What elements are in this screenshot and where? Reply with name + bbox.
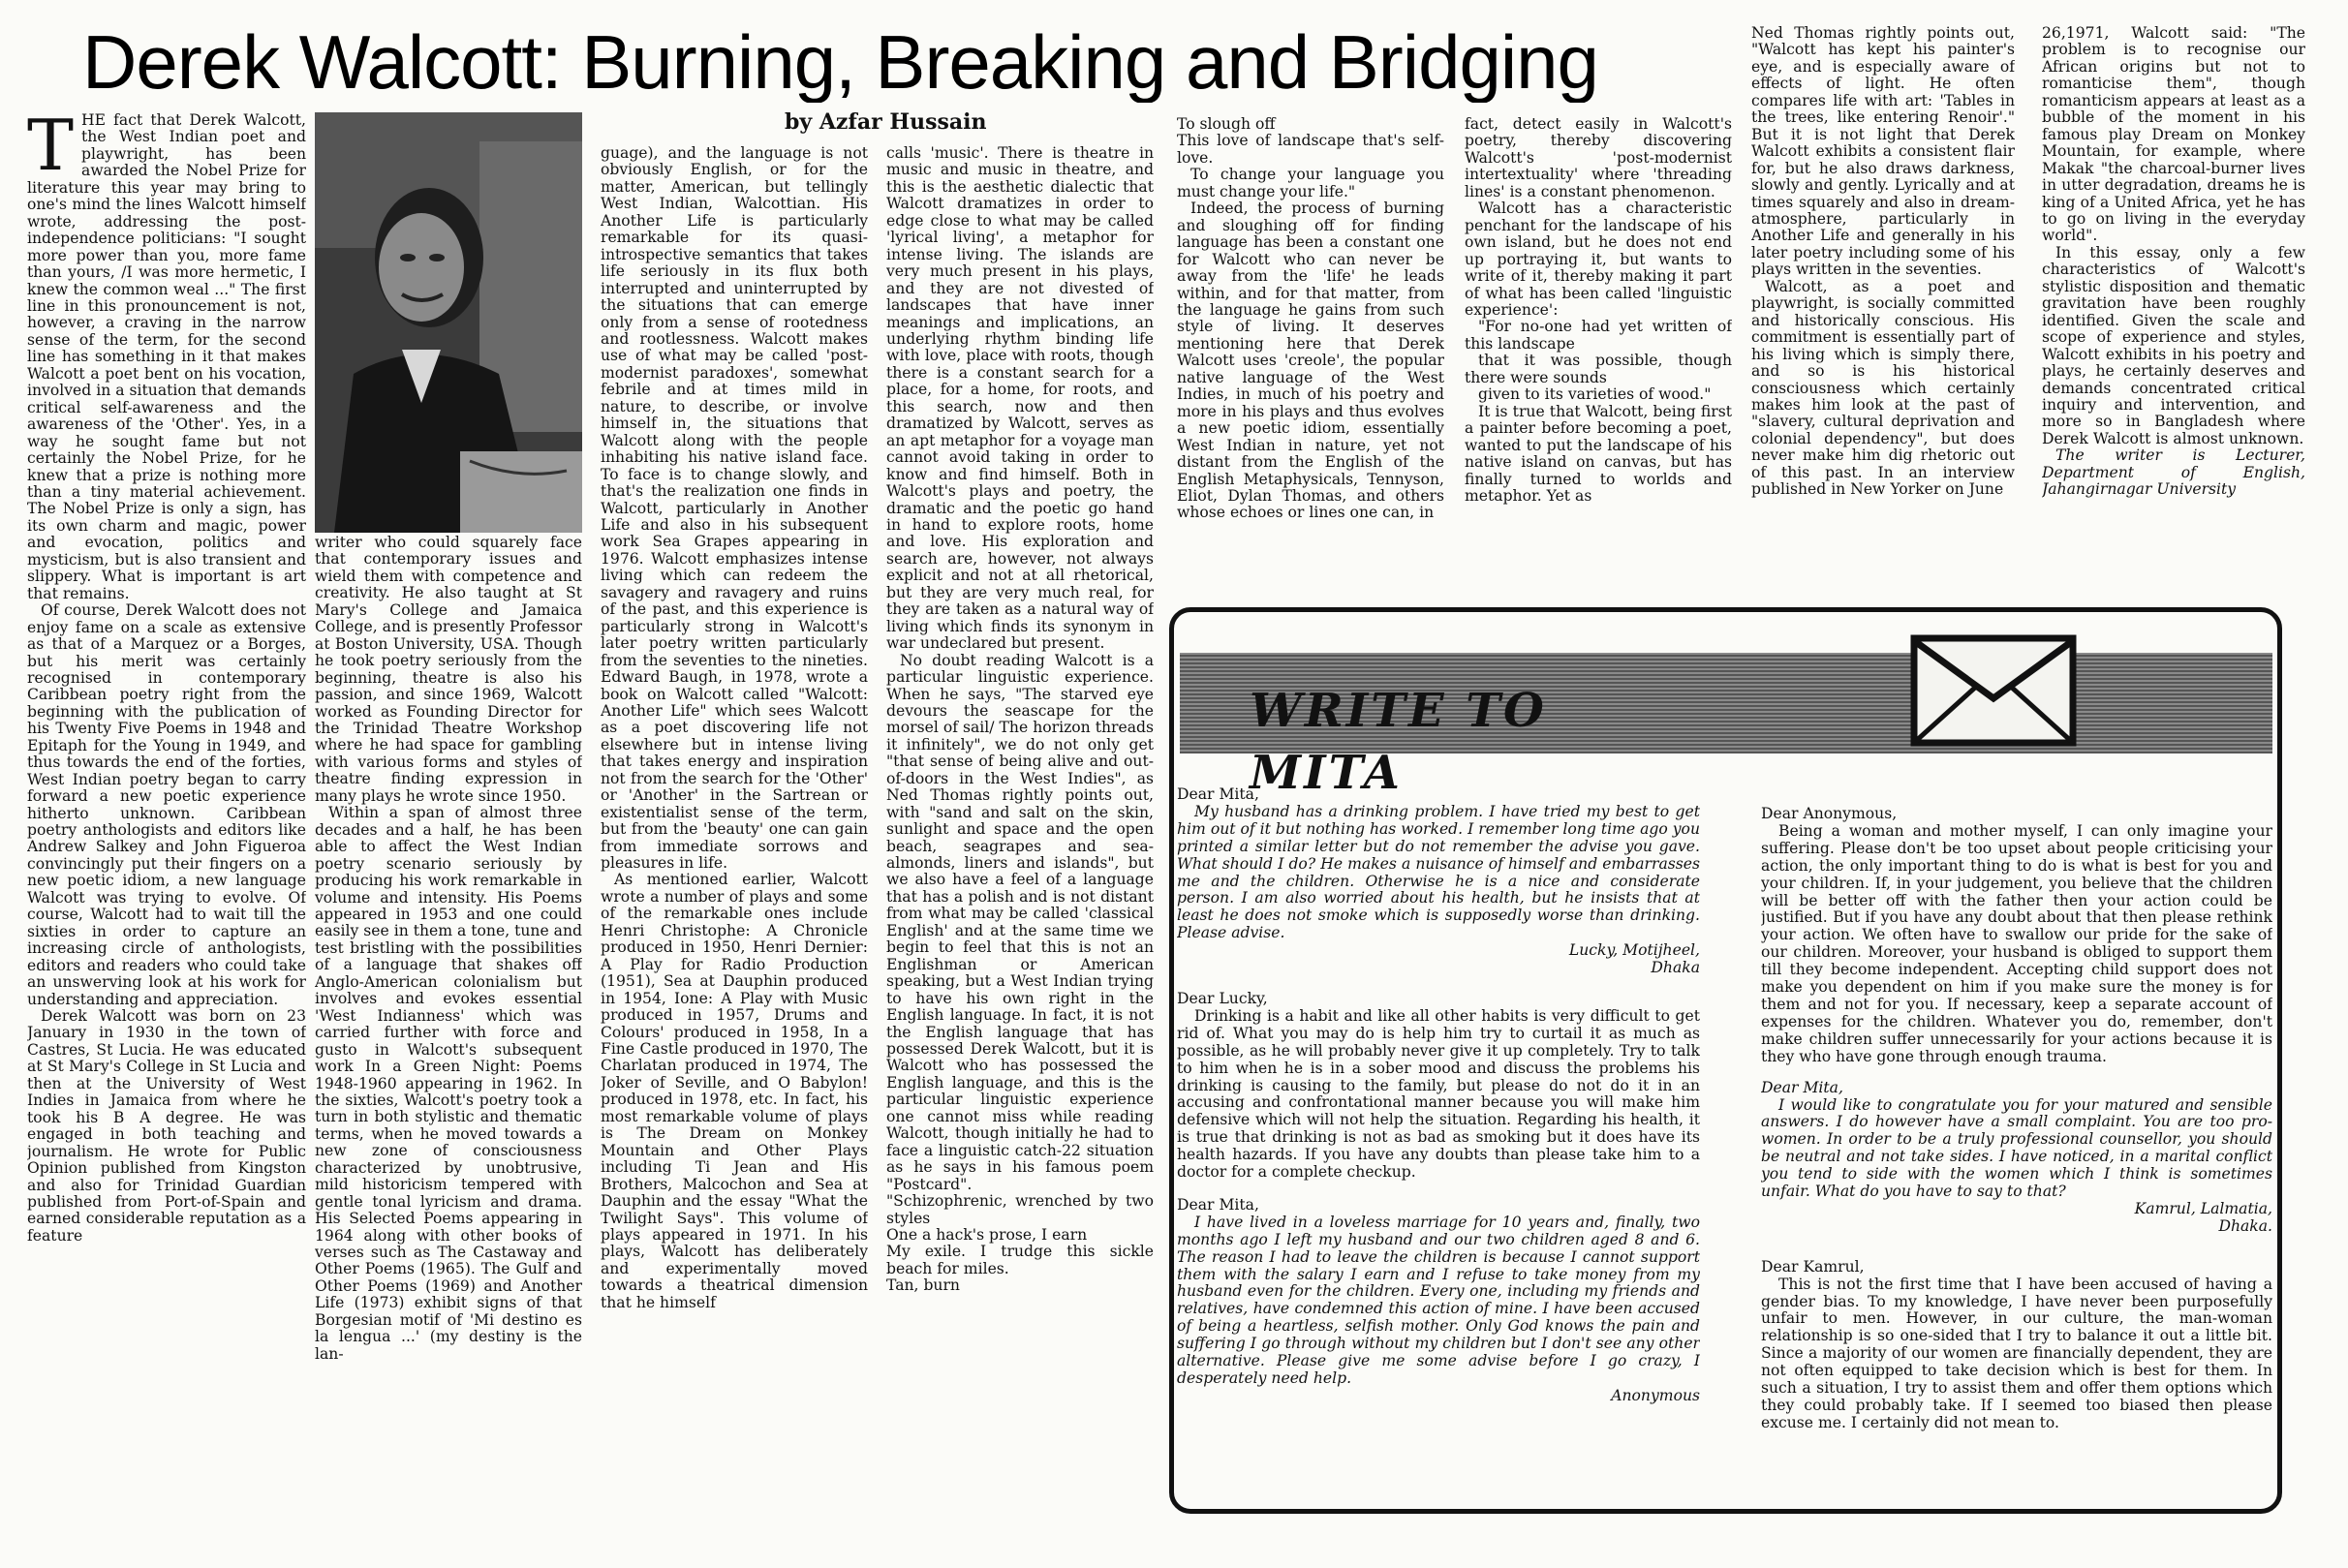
article-column-6 (1465, 116, 1732, 600)
poem-line: "For no-one had yet written of this landscape (1465, 318, 1732, 353)
poem-line: One a hack's prose, I earn (886, 1226, 1088, 1244)
letter-body: My husband has a drinking problem. I have tried my best to get him out of it but nothing has worked. I remember long time ago you printed a similar letter but do not remember the advise you gave. What should I do? He makes a nuisance of himself and embarrasses me and the children. Otherwise he is a nice and considerate person. I am also worried about his health, but he insists that at least he does not smoke which is supposedly worse than drinking. Please advise. (1177, 802, 1700, 942)
letter-signature-place: Dhaka (1651, 959, 1700, 977)
letter-block (1177, 1197, 1700, 1405)
article-paragraph: In this essay, only a few characteristics of Walcott's stylistic disposition and thematic gravitation have been roughly identified. Given the scale and scope of experience and styles, Walcott exhibits in his poetry and plays, he certainly deserves and demands concentrated critical inquiry and intervention, and more so in Bangladesh where Derek Walcott is almost unknown. (2042, 243, 2305, 447)
letter-block (1177, 786, 1700, 977)
poem-line: Tan, burn (886, 1276, 960, 1295)
letter-signature-place: Dhaka. (2218, 1216, 2272, 1235)
poem-line: To slough off (1177, 116, 1276, 133)
drop-cap: T (27, 112, 75, 186)
article-paragraph: No doubt reading Walcott is a particular linguistic experience. When he says, "The starved eye devours the seascape for the morsel of sail/ The horizon threads it infinitely", we do not only get "that sense of being alive and out-of-doors in the West Indies", as Ned Thomas rightly points out, with "sand and salt on the skin, sunlight and space and the open beach, seagrapes and sea-almonds, liners and islands", but we also have a feel of a language that has a polish and is not distant from what may be called 'classical English' and at the same time we begin to feel that this is not an Englishman or American speaking, but a West Indian trying to have his own right in the English language. In fact, it is not the English language that has possessed Derek Walcott, but it is Walcott who has possessed the English language, and this is the particular linguistic experience one cannot miss while reading Walcott, though initially he had to face a linguistic catch-22 situation as he says in his famous poem "Postcard". (886, 651, 1154, 1193)
letter-body: I have lived in a loveless marriage for 10 years and, finally, two months ago I left my husband and our two children aged 8 and 6. The reason I had to leave the children is because I cannot support them with the salary I earn and I refuse to take money from my husband even for the children. Every one, including my friends and relatives, have condemned this action of mine. I have been accused of being a heartless, selfish mother. Only God knows the pain and suffering I go through without my children but I don't see any other alternative. Please give me some advise before I go crazy, I desperately need help. (1177, 1213, 1700, 1387)
letter-block (1761, 806, 2272, 1066)
article-column-8 (2042, 25, 2305, 602)
letter-body: This is not the first time that I have been accused of having a gender bias. To my knowledge, I have never been purposefully unfair to men. However, in our culture, the man-woman relationship is so one-sided that I try to balance it out a little bit. Since a majority of our women are financially dependent, they are not often equipped to take decision which is best for them. In such a situation, I try to assist them and offer them options which they could probably take. If I seemed too biased then please excuse me. I certainly did not mean to. (1761, 1275, 2272, 1431)
letter-block (1761, 1259, 2272, 1432)
poem-line: To change your language you must change your life." (1177, 166, 1444, 200)
byline: by Azfar Hussain (785, 109, 987, 135)
letter-salutation: Dear Lucky, (1177, 989, 1268, 1007)
article-paragraph: HE fact that Derek Walcott, the West Indian poet and playwright, has been awarded the Nobel Prize for literature this year may bring to one's mind the lines Walcott himself wrote, addressing the post-independence politicians: "I sought more power than you, more fame than yours, /I was more hermetic, I knew the common weal ..." The first line in this pronouncement is not, however, a craving in the narrow sense of the term, for the second line has something in it that makes Walcott a poet bent on his vocation, involved in a situation that demands critical self-awareness and the awareness of the 'Other'. Yes, in a way he sought fame but not certainly the Nobel Prize, for he knew that a prize is nothing more than a tiny material achievement. The Nobel Prize is only a sign, has its own charm and magic, power and evocation, politics and mysticism, but is also transient and slippery. What is important is art that remains. (27, 112, 306, 602)
article-paragraph: Derek Walcott was born on 23 January in 1930 in the town of Castres, St Lucia. He was educated at St Mary's College in St Lucia and then at the University of West Indies in Jamaica from where he took his B A degree. He was engaged in both teaching and journalism. He wrote for Public Opinion published from Kingston and also for Trinidad Guardian published from Port-of-Spain and earned considerable reputation as a feature (27, 1007, 306, 1245)
poem-line: given to its varieties of wood." (1478, 385, 1712, 404)
letter-salutation: Dear Mita, (1177, 786, 1259, 803)
letter-salutation: Dear Kamrul, (1761, 1257, 1865, 1276)
letter-block (1761, 1080, 2272, 1236)
article-paragraph: Ned Thomas rightly points out, "Walcott has kept his painter's eye, and is especially aware of effects of light. He often compares life with art: 'Tables in the trees, like entering Renoir'." But it is not light that Derek Walcott exhibits a consistent flair for, but he also draws darkness, slowly and gently. Lyrically and at times squarely and also in dream-atmosphere, particularly in Another Life and generally in his later poetry including some of his plays written in the seventies. (1751, 25, 2015, 279)
letter-body: Being a woman and mother myself, I can only imagine your suffering. Please don't be too upset about people criticising your action, the only important thing to do is what is best for you and your children. If, in your judgement, you believe that the children will be better off with the father then your action could be justified. But if you have any doubt about that then please rethink your action. We often have to swallow our pride for the sake of our children. Moreover, your husband is obliged to support them till they become independent. Accepting child support does not make you dependent on him if you make sure the money is for them and not for you. If necessary, keep a separate account of expenses for the children. Whatever you do, remember, don't make children suffer unnecessarily for your actions because it is they who have gone through enough trauma. (1761, 821, 2272, 1065)
portrait-image (315, 112, 582, 533)
article-paragraph: Within a span of almost three decades and a half, he has been able to affect the West Indian poetry scenario seriously by producing his work remarkable in volume and intensity. His Poems appeared in 1953 and one could easily see in them a tone, tune and test bristling with the possibilities of a language that shakes off Anglo-American colonialism but involves and evokes essential 'West Indianness' which was carried further with force and gusto in Walcott's subsequent work In a Green Night: Poems 1948-1960 appearing in 1962. In the sixties, Walcott's poetry took a turn in both stylistic and thematic terms, when he moved towards a new zone of consciousness characterized by unobtrusive, mild historicism tempered with gentle tonal lyricism and drama. His Selected Poems appearing in 1964 along with other books of verses such as The Castaway and Other Poems (1965). The Gulf and Other Poems (1969) and Another Life (1973) exhibit signs of that Borgesian motif of 'Mi destino es la lengua ...' (my destiny is the lan- (315, 804, 582, 1363)
article-column-3 (601, 145, 868, 1526)
article-paragraph: fact, detect easily in Walcott's poetry, thereby discovering Walcott's 'post-modernist intertextuality' where 'threading lines' is a constant phenomenon. (1465, 116, 1732, 200)
letter-salutation: Dear Mita, (1761, 1078, 1843, 1096)
poem-line: that it was possible, though there were sounds (1465, 352, 1732, 386)
article-paragraph: writer who could squarely face that contemporary issues and wield them with competence and creativity. He also taught at St Mary's College and Jamaica College, and is presently Professor at Boston University, USA. Though he took poetry seriously from the beginning, theatre is also his passion, and since 1969, Walcott worked as Founding Director for the Trinidad Theatre Workshop where he had space for gambling with various forms and styles of theatre finding expression in many plays he wrote since 1950. (315, 535, 582, 805)
article-column-2 (315, 535, 582, 1526)
page-headline: Derek Walcott: Burning, Breaking and Bridging (82, 21, 1598, 103)
article-paragraph: calls 'music'. There is theatre in music and music in theatre, and this is the aesthetic dialectic that Walcott dramatizes in order to edge close to what may be called 'lyrical living', a metaphor for intense living. The islands are very much present in his plays, and they are not divested of landscapes that have inner meanings and implications, an underlying rhythm binding life with love, place with roots, though there is a constant search for a place, for a home, for roots, and this search, now and then dramatized by Walcott, serves as an apt metaphor for a voyage man cannot avoid taking in order to know and find himself. Both in Walcott's plays and poetry, the dramatic and the poetic go hand in hand to explore roots, home and love. His exploration and search are, however, not always explicit and not at all rhetorical, but they are very much real, for they are taken as a natural way of living which finds its synonym in war undeclared but present. (886, 145, 1154, 653)
article-paragraph: Walcott, as a poet and playwright, is socially committed and historically conscious. His commitment is essentially part of his living which is simply there, and so is his historical consciousness which certainly makes him look at the past of "slavery, cultural deprivation and colonial dependency", but does never make him dig rhetoric out of this past. In an interview published in New Yorker on June (1751, 277, 2015, 499)
letter-signature: Lucky, Motijheel, (1568, 941, 1700, 960)
article-column-1 (27, 112, 306, 1526)
author-photo (315, 112, 582, 533)
article-paragraph: Walcott has a characteristic penchant for the landscape of his own island, but he does not end up portraying it, but wants to write of it, thereby making it part of what has been called 'linguistic experience': (1465, 200, 1732, 319)
letter-signature: Anonymous (1611, 1386, 1700, 1404)
article-paragraph: Of course, Derek Walcott does not enjoy fame on a scale as extensive as that of a Marquez or a Borges, but his merit was certainly recognised in contemporary Caribbean poetry right from the beginning with the publication of his Twenty Five Poems in 1948 and Epitaph for the Young in 1949, and thus towards the end of the forties, West Indian poetry began to carry forward a new poetic experience hitherto unknown. Caribbean poetry anthologists and editors like Andrew Salkey and John Figueroa convincingly put their fingers on a new poetic idiom, a new language Walcott was trying to evolve. Of course, Walcott had to wait till the sixties in order to capture an increasing circle of anthologists, editors and readers who could take an unswerving look at his work for understanding and appreciation. (27, 601, 306, 1008)
article-paragraph: As mentioned earlier, Walcott wrote a number of plays and some of the remarkable ones include Henri Christophe: A Chronicle produced in 1950, Henri Dernier: A Play for Radio Production (1951), Sea at Dauphin produced in 1954, Ione: A Play with Music produced in 1957, Drums and Colours' produced in 1958, In a Fine Castle produced in 1970, The Charlatan produced in 1974, The Joker of Seville, and O Babylon! produced in 1978, etc. In fact, his most remarkable volume of plays is The Dream on Monkey Mountain and Other Plays including Ti Jean and His Brothers, Malcochon and Sea at Dauphin and the essay "What the Twilight Says". This volume of plays appeared in 1971. In his plays, Walcott has deliberately and experimentally moved towards a theatrical dimension that he himself (601, 871, 868, 1311)
poem-line: This love of landscape that's self-love. (1177, 132, 1444, 167)
article-paragraph: guage), and the language is not obviously English, or for the matter, American, but tellingly West Indian, Walcottian. His Another Life is particularly remarkable for its quasi-introspective semantics that takes life seriously in its flux both interrupted and uninterrupted by the situations that can emerge only from a sense of rootedness and rootlessness. Walcott makes use of what may be called 'post-modernist paradoxes', somewhat febrile and at times mild in nature, to describe, or involve himself in, the situations that Walcott along with the people inhabiting his native island face. To face is to change slowly, and that's the realization one finds in Walcott, particularly in Another Life and also in his subsequent work Sea Grapes appearing in 1976. Walcott emphasizes intense living which can redeem the savagery and ravagery and ruins of the past, and this experience is particularly strong in Walcott's later poetry written particularly from the seventies to the nineties. Edward Baugh, in 1978, wrote a book on Walcott called "Walcott: Another Life" which sees Walcott as a poet discovering life not elsewhere but in intense living that takes energy and inspiration not from the search for the 'Other' or 'Another' in the Sartrean or existentialist sense of the term, but from the 'beauty' one can gain from immediate sorrows and pleasures in life. (601, 145, 868, 873)
article-column-4 (886, 145, 1154, 1526)
article-column-5 (1177, 116, 1444, 600)
article-paragraph: It is true that Walcott, being first a painter before becoming a poet, wanted to put the landscape of his native island on canvas, but has finally turned to worlds and metaphor. Yet as (1465, 402, 1732, 505)
letter-salutation: Dear Anonymous, (1761, 806, 1898, 822)
poem-line: My exile. I trudge this sickle beach for miles. (886, 1243, 1154, 1277)
advice-letters-right (1761, 806, 2272, 1507)
letter-body: I would like to congratulate you for your matured and sensible answers. I do however have a small complaint. You are too pro-women. In order to be a truly professional counsellor, you should be neutral and not take sides. I have noticed, in a marital conflict you tend to side with the women which I think is sometimes unfair. What do you have to say to that? (1761, 1095, 2272, 1201)
envelope-icon (1910, 634, 2077, 747)
letter-signature: Kamrul, Lalmatia, (2134, 1199, 2272, 1217)
article-paragraph: 26,1971, Walcott said: "The problem is to recognise our African origins but not to romanticise them", though romanticism appears at least as a bubble of the moment in his famous play Dream on Monkey Mountain, for example, where Makak "the charcoal-burner lives in utter degradation, dreams he is king of a United Africa, yet he has to go on living in the everyday world". (2042, 25, 2305, 245)
article-column-7 (1751, 25, 2015, 602)
article-paragraph: Indeed, the process of burning and sloughing off for finding language has been a constant one for Walcott who can never be away from the 'life' he leads within, and for that matter, from the language he gains from such style of living. It deserves mentioning here that Derek Walcott uses 'creole', the popular native language of the West Indies, in much of his poetry and more in his plays and thus evolves a new poetic idiom, essentially West Indian in nature, yet not distant from the English of the English Metaphysicals, Tennyson, Eliot, Dylan Thomas, and others whose echoes or lines one can, in (1177, 200, 1444, 522)
letter-body: Drinking is a habit and like all other habits is very difficult to get rid of. What you may do is help him try to curtail it as much as possible, as he will probably never give it up completely. Try to talk to him when he is in a sober mood and discuss the problems his drinking is causing to the family, but please do not do it in an accusing and confrontational manner because you will make him defensive which will not help the situation. Regarding his health, it is true that drinking is not as bad as smoking but it does have its health hazards. If you have any doubts than please take him to a doctor for a complete checkup. (1177, 1006, 1700, 1182)
advice-letters-left (1177, 786, 1700, 1507)
poem-line: "Schizophrenic, wrenched by two styles (886, 1192, 1154, 1227)
letter-salutation: Dear Mita, (1177, 1195, 1259, 1214)
letter-block (1177, 991, 1700, 1182)
advice-column-title: WRITE TO MITA (1250, 684, 1547, 800)
author-note: The writer is Lecturer, Department of English, Jahangirnagar University (2042, 446, 2305, 499)
